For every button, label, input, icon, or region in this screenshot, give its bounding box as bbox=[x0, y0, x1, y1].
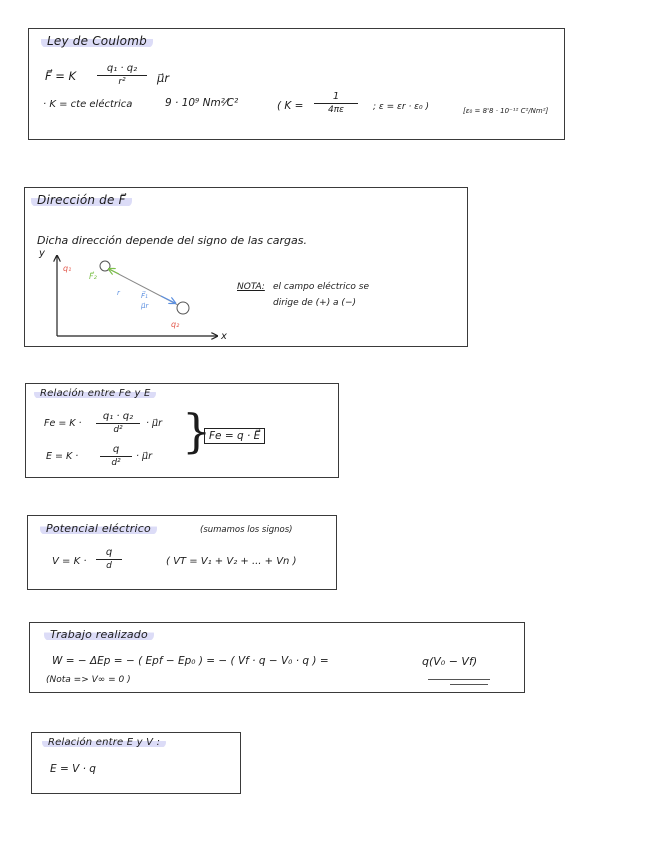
v-denominator: d bbox=[106, 561, 112, 571]
note-label: NOTA: bbox=[237, 282, 265, 292]
v-formula-lhs: V = K · bbox=[52, 556, 87, 567]
coulomb-fraction bbox=[97, 63, 147, 87]
force-label-green: F⃗₂ bbox=[89, 272, 97, 281]
e-denominator: d² bbox=[111, 458, 121, 468]
direction-text: Dicha dirección depende del signo de las cargas. bbox=[37, 234, 307, 247]
k-denominator: 4πε bbox=[327, 105, 344, 115]
fe-result-boxed: Fe = q · E⃗ bbox=[204, 428, 265, 444]
coulomb-numerator: q₁ · q₂ bbox=[106, 63, 138, 74]
work-equation: W = − ΔEp = − ( Epf − Ep₀ ) = − ( Vf · q − V₀ · q ) = bbox=[52, 655, 329, 667]
fe-formula-lhs: Fe = K · bbox=[44, 418, 82, 429]
k-definition-lhs: ( K = bbox=[277, 100, 304, 112]
x-axis-label: x bbox=[221, 331, 227, 342]
work-title: Trabajo realizado bbox=[44, 628, 154, 641]
q1-label: q₁ bbox=[63, 264, 72, 273]
fraction-bar bbox=[314, 103, 358, 104]
coulomb-formula-lhs: F⃗ = K bbox=[45, 69, 77, 83]
potential-section bbox=[27, 515, 337, 590]
force-label-blue: F⃗₁ bbox=[141, 292, 148, 300]
work-section bbox=[29, 622, 525, 693]
fraction-bar bbox=[100, 456, 132, 457]
note-line-1: el campo eléctrico se bbox=[273, 282, 370, 292]
fraction-bar bbox=[97, 75, 147, 76]
curly-brace: } bbox=[182, 404, 212, 458]
v-fraction bbox=[96, 547, 122, 571]
unit-vector-ur: μ⃗r bbox=[157, 71, 170, 85]
direction-section bbox=[24, 187, 468, 347]
e-formula-lhs: E = K · bbox=[46, 451, 79, 462]
k-constant-text: · K = cte eléctrica bbox=[43, 99, 133, 110]
epsilon-zero-note: [ε₀ = 8'8 · 10⁻¹² C²/Nm²] bbox=[463, 107, 549, 115]
work-note: (Nota => V∞ = 0 ) bbox=[46, 675, 131, 685]
result-underline-1 bbox=[428, 679, 490, 680]
work-result: q(V₀ − Vf) bbox=[422, 655, 478, 668]
fraction-bar bbox=[96, 423, 140, 424]
q2-label: q₂ bbox=[171, 320, 180, 329]
result-underline-2 bbox=[450, 684, 488, 685]
relation-fe-e-title: Relación entre Fe y E bbox=[34, 388, 156, 399]
direction-title: Dirección de F⃗ bbox=[31, 193, 132, 207]
epsilon-definition: ; ε = εr · ε₀ ) bbox=[373, 102, 430, 112]
e-unit-vector: · μ⃗r bbox=[136, 451, 152, 462]
v-numerator: q bbox=[105, 547, 113, 558]
fe-numerator: q₁ · q₂ bbox=[102, 411, 134, 422]
potential-title: Potencial eléctrico bbox=[40, 522, 157, 535]
coulomb-denominator: r² bbox=[118, 77, 126, 87]
ur-label-blue: μ⃗r bbox=[141, 302, 149, 310]
r-label: r bbox=[117, 289, 120, 297]
y-axis-label: y bbox=[39, 248, 45, 259]
e-numerator: q bbox=[112, 444, 120, 455]
force-arrow-green bbox=[109, 269, 119, 274]
charge-q2-circle bbox=[177, 302, 189, 314]
relation-fe-e-section bbox=[25, 383, 339, 478]
relation-e-v-equation: E = V · q bbox=[50, 763, 96, 775]
coulomb-title: Ley de Coulomb bbox=[41, 34, 153, 48]
unit-vector-arrow-blue bbox=[161, 296, 175, 303]
total-potential-sum: ( VT = V₁ + V₂ + ... + Vn ) bbox=[166, 556, 297, 567]
fe-unit-vector: · μ⃗r bbox=[146, 418, 162, 429]
coulomb-section bbox=[28, 28, 565, 140]
potential-title-note: (sumamos los signos) bbox=[200, 525, 293, 535]
k-numerator: 1 bbox=[332, 91, 340, 102]
relation-e-v-title: Relación entre E y V : bbox=[42, 737, 166, 748]
note-line-2: dirige de (+) a (−) bbox=[273, 298, 356, 308]
relation-e-v-section bbox=[31, 732, 241, 794]
e-fraction bbox=[100, 444, 132, 468]
k-definition-fraction bbox=[314, 91, 358, 115]
fe-fraction bbox=[96, 411, 140, 435]
k-constant-value: 9 · 10⁹ Nm²⁄C² bbox=[165, 97, 239, 109]
fe-denominator: d² bbox=[113, 425, 123, 435]
fraction-bar bbox=[96, 559, 122, 560]
charge-q1-circle bbox=[100, 261, 110, 271]
